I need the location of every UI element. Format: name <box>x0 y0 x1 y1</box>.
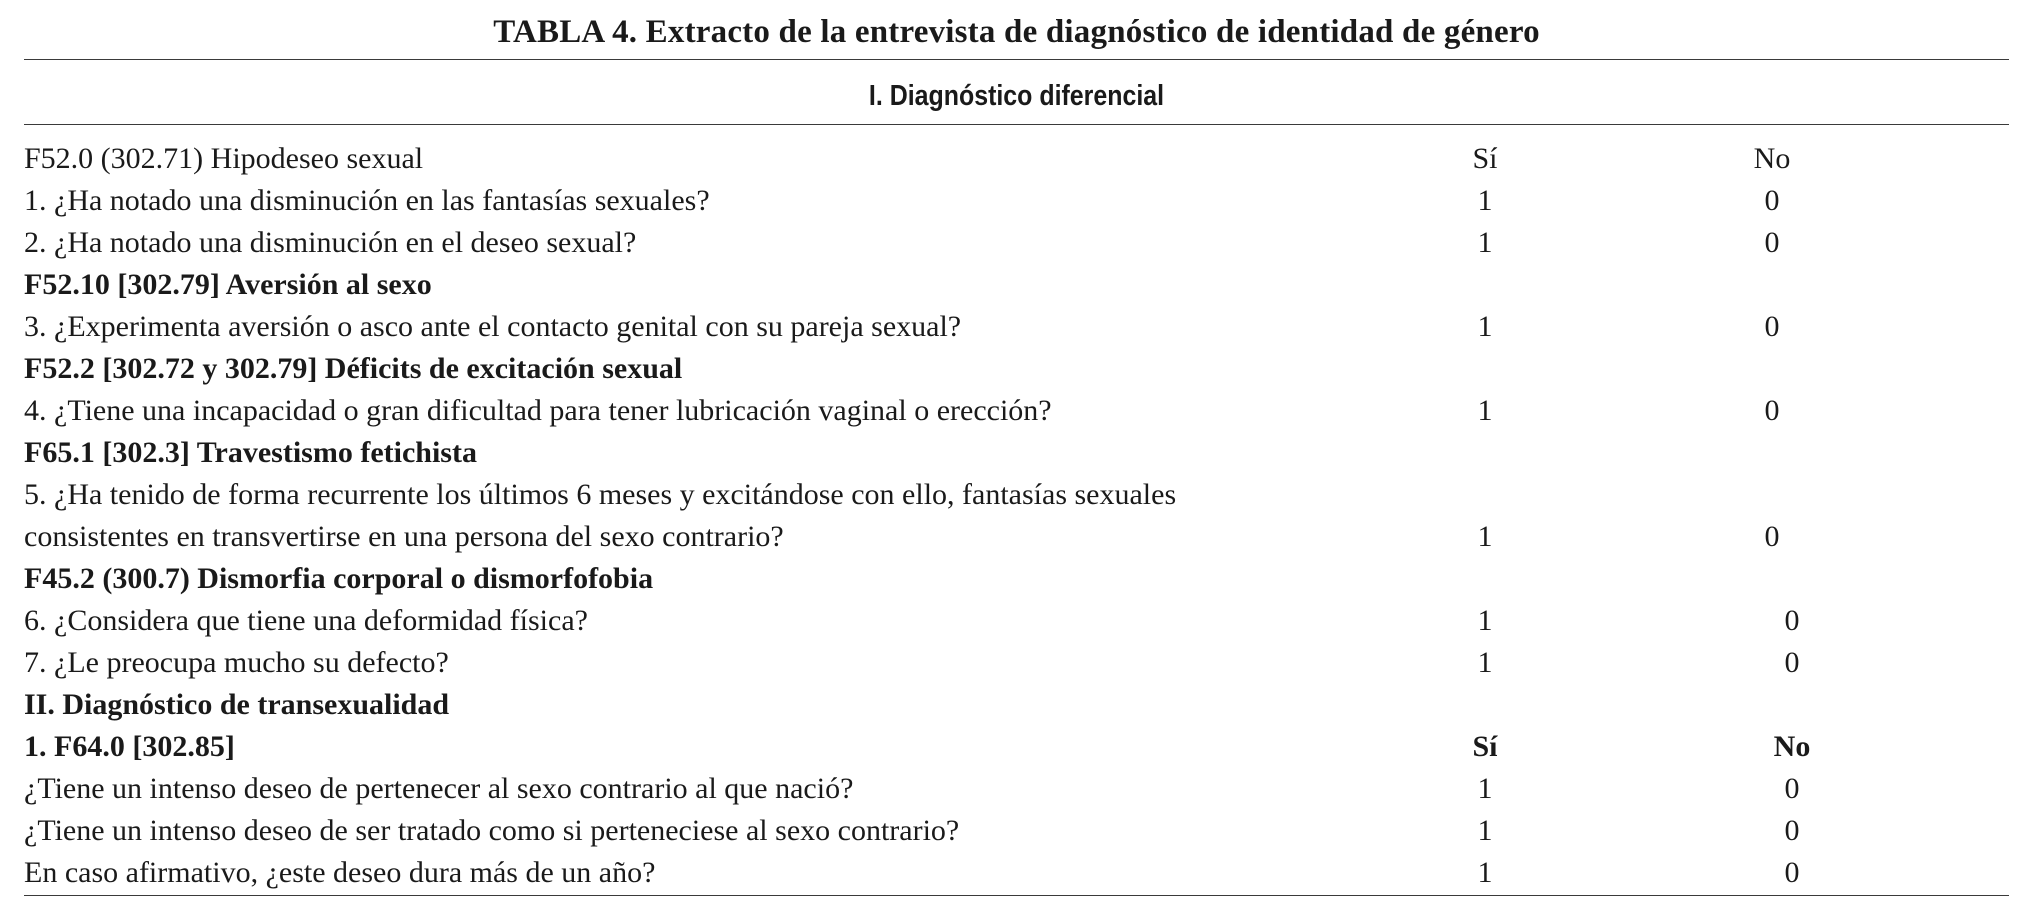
si-value: 1 <box>1477 646 1493 679</box>
si-value: 1 <box>1477 814 1493 847</box>
si-value: 1 <box>1477 604 1493 637</box>
si-value: Sí <box>1472 730 1498 763</box>
row-text: 2. ¿Ha notado una disminución en el deseo sexual? <box>24 226 637 259</box>
table-row <box>24 348 2009 390</box>
table-row <box>24 264 2009 306</box>
table-row <box>24 390 2009 432</box>
bottom-rule <box>24 895 2009 896</box>
si-value: 1 <box>1477 184 1493 217</box>
table-row <box>24 180 2009 222</box>
si-value: Sí <box>1472 142 1498 175</box>
row-text: 4. ¿Tiene una incapacidad o gran dificultad para tener lubricación vaginal o erección? <box>24 394 1052 427</box>
table-row <box>24 558 2009 600</box>
row-text: consistentes en transvertirse en una persona del sexo contrario? <box>24 520 784 553</box>
no-value: 0 <box>1784 646 1800 679</box>
row-text: F65.1 [302.3] Travestismo fetichista <box>24 436 477 469</box>
table-row <box>24 642 2009 684</box>
no-value: 0 <box>1764 394 1780 427</box>
no-value: 0 <box>1764 184 1780 217</box>
document-page <box>24 0 2009 912</box>
no-value: 0 <box>1784 772 1800 805</box>
si-value: 1 <box>1477 856 1493 889</box>
table-row <box>24 306 2009 348</box>
table-row <box>24 138 2009 180</box>
no-value: 0 <box>1764 226 1780 259</box>
table-row <box>24 768 2009 810</box>
row-text: ¿Tiene un intenso deseo de pertenecer al sexo contrario al que nació? <box>24 772 854 805</box>
si-value: 1 <box>1477 394 1493 427</box>
row-text: F45.2 (300.7) Dismorfia corporal o dismorfofobia <box>24 562 654 595</box>
si-value: 1 <box>1477 226 1493 259</box>
table-row <box>24 474 2009 516</box>
table-row <box>24 726 2009 768</box>
si-value: 1 <box>1477 520 1493 553</box>
table-row <box>24 810 2009 852</box>
no-value: 0 <box>1764 310 1780 343</box>
row-text: 1. F64.0 [302.85] <box>24 730 235 763</box>
table-row <box>24 222 2009 264</box>
top-rule <box>24 59 2009 60</box>
no-value: 0 <box>1784 604 1800 637</box>
table-row <box>24 852 2009 894</box>
no-value: 0 <box>1784 856 1800 889</box>
table-row <box>24 432 2009 474</box>
no-value: 0 <box>1784 814 1800 847</box>
table-row <box>24 516 2009 558</box>
table-body <box>24 138 2009 894</box>
row-text: 5. ¿Ha tenido de forma recurrente los últimos 6 meses y excitándose con ello, fantasías sexuales <box>24 478 1177 511</box>
section-header: I. Diagnóstico diferencial <box>868 80 1165 112</box>
no-value: No <box>1773 730 1811 763</box>
row-text: ¿Tiene un intenso deseo de ser tratado como si perteneciese al sexo contrario? <box>24 814 960 847</box>
row-text: 7. ¿Le preocupa mucho su defecto? <box>24 646 449 679</box>
table-title: TABLA 4. Extracto de la entrevista de diagnóstico de identidad de género <box>493 14 1540 50</box>
row-text: F52.0 (302.71) Hipodeseo sexual <box>24 142 424 175</box>
row-text: F52.2 [302.72 y 302.79] Déficits de excitación sexual <box>24 352 683 385</box>
row-text: 1. ¿Ha notado una disminución en las fantasías sexuales? <box>24 184 710 217</box>
table-row <box>24 684 2009 726</box>
row-text: II. Diagnóstico de transexualidad <box>24 688 450 721</box>
si-value: 1 <box>1477 772 1493 805</box>
section-rule <box>24 124 2009 125</box>
no-value: No <box>1753 142 1791 175</box>
si-value: 1 <box>1477 310 1493 343</box>
row-text: F52.10 [302.79] Aversión al sexo <box>24 268 432 301</box>
row-text: 3. ¿Experimenta aversión o asco ante el contacto genital con su pareja sexual? <box>24 310 962 343</box>
row-text: 6. ¿Considera que tiene una deformidad física? <box>24 604 588 637</box>
no-value: 0 <box>1764 520 1780 553</box>
row-text: En caso afirmativo, ¿este deseo dura más de un año? <box>24 856 656 889</box>
table-row <box>24 600 2009 642</box>
